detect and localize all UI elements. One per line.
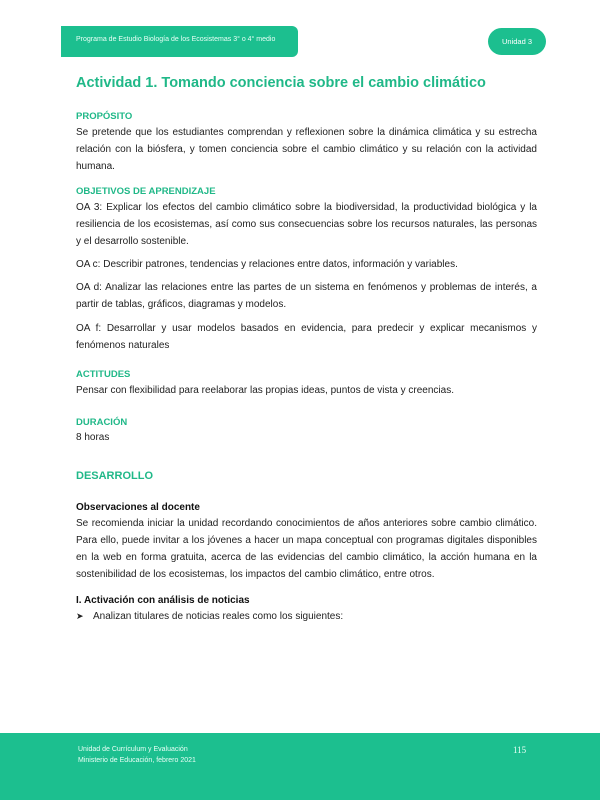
header-bar [61, 26, 298, 57]
observaciones-heading: Observaciones al docente [76, 502, 200, 513]
proposito-text: Se pretende que los estudiantes comprendan y reflexionen sobre la dinámica climática y su estrecha relación con la biósfera, y tomen conciencia sobre el cambio climático y su relación con la actividad humana. [76, 127, 537, 172]
footer [0, 733, 600, 800]
proposito-heading: PROPÓSITO [76, 111, 133, 122]
footer-line-1: Unidad de Currículum y Evaluación [78, 746, 188, 753]
oa-f: OA f: Desarrollar y usar modelos basados en evidencia, para predecir y explicar mecanismos y fenómenos naturales [76, 323, 537, 351]
duracion-text: 8 horas [76, 432, 110, 443]
objetivos-heading: OBJETIVOS DE APRENDIZAJE [76, 186, 216, 197]
oa-c: OA c: Describir patrones, tendencias y relaciones entre datos, información y variables. [76, 259, 458, 270]
activation-heading: I. Activación con análisis de noticias [76, 595, 250, 606]
observaciones-text: Se recomienda iniciar la unidad recordando conocimientos de años anteriores sobre cambio climático. Para ello, puede invitar a los jóvenes a hacer un mapa conceptual con programas digitales disponibles en la web en forma gratuita, acerca de las evidencias del cambio climático, la acción humana en la sostenibilidad de los ecosistemas, los impactos del cambio climático, entre otros. [76, 518, 537, 580]
bullet-item [76, 611, 343, 622]
program-title: Programa de Estudio Biología de los Ecosistemas 3° o 4° medio [76, 36, 276, 43]
duracion-heading: DURACIÓN [76, 417, 128, 428]
actitudes-text: Pensar con flexibilidad para reelaborar las propias ideas, puntos de vista y creencias. [76, 385, 454, 396]
unit-badge: Unidad 3 [488, 28, 546, 55]
page-number: 115 [513, 745, 527, 755]
bullet-text: Analizan titulares de noticias reales como los siguientes: [93, 611, 344, 622]
desarrollo-heading: DESARROLLO [76, 470, 153, 482]
arrow-bullet-icon: ➤ [76, 611, 84, 621]
actitudes-heading: ACTITUDES [76, 369, 131, 380]
oa-d: OA d: Analizar las relaciones entre las partes de un sistema en fenómenos y problemas de interés, a partir de tablas, gráficos, diagramas y modelos. [76, 282, 537, 310]
oa-3: OA 3: Explicar los efectos del cambio climático sobre la biodiversidad, la productividad biológica y la resiliencia de los ecosistemas, así como sus consecuencias sobre los recursos naturales, las personas y el desarrollo sostenible. [76, 202, 537, 247]
activity-title: Actividad 1. Tomando conciencia sobre el cambio climático [76, 75, 486, 91]
footer-line-2: Ministerio de Educación, febrero 2021 [78, 757, 196, 764]
